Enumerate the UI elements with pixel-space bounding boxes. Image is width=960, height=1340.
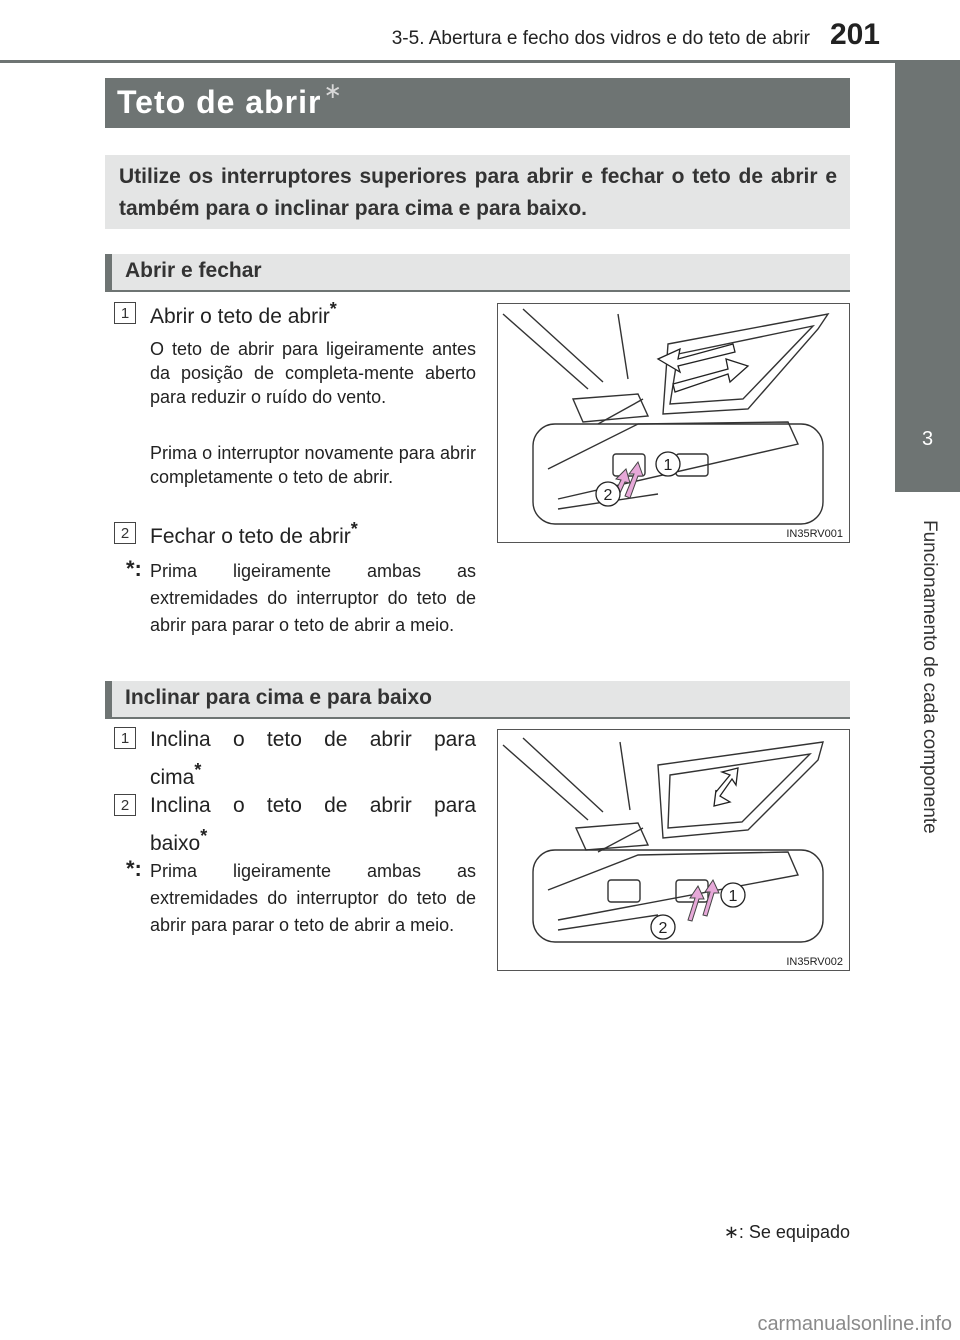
paragraph: Prima o interruptor novamente para abrir completamente o teto de abrir. [150, 443, 476, 487]
page-number: 201 [829, 18, 880, 51]
heading-text: Teto de abrir [117, 84, 322, 120]
subheading-text: Inclinar para cima e para baixo [125, 686, 432, 709]
footnote: ∗: Se equipado [723, 1222, 850, 1242]
item-number: 1 [114, 727, 136, 749]
page-header [0, 0, 960, 64]
note-mark: *: [126, 556, 142, 581]
illustration-open-close [497, 303, 850, 543]
subheading-text: Abrir e fechar [125, 259, 262, 282]
item-title [150, 791, 476, 859]
note-mark: *: [126, 856, 142, 881]
star-mark: * [350, 519, 358, 539]
intro-box [105, 155, 850, 229]
section-title: 3-5. Abertura e fecho dos vidros e do teto de abrir [391, 28, 810, 49]
figure-code: IN35RV001 [786, 528, 843, 540]
note-text: Prima ligeiramente ambas as extremidades do interruptor do teto de abrir para parar o teto de abrir a meio. [150, 861, 476, 935]
page-heading [117, 78, 343, 121]
illustration-tilt [497, 729, 850, 971]
chapter-number: 3 [921, 428, 934, 450]
item-title-text: Abrir o teto de abrir [150, 305, 330, 328]
figure-code: IN35RV002 [786, 956, 843, 968]
callout-2: 2 [603, 487, 613, 504]
star-mark: * [329, 299, 337, 319]
paragraph: O teto de abrir para ligeiramente antes da posição de completa-mente aberto para reduzir o ruído do vento. [150, 339, 476, 407]
header-rule [0, 60, 960, 63]
item-title-text: Fechar o teto de abrir [150, 525, 351, 548]
item-number: 1 [114, 302, 136, 324]
note-text: Prima ligeiramente ambas as extremidades do interruptor do teto de abrir para parar o teto de abrir a meio. [150, 561, 476, 635]
chapter-label-container [898, 520, 958, 880]
callout-1: 1 [663, 457, 673, 474]
sunroof-tilt-drawing [498, 730, 848, 968]
item-title [150, 725, 476, 793]
item-title [150, 519, 358, 549]
callout-1: 1 [728, 888, 738, 905]
callout-2: 2 [658, 920, 668, 937]
item-number: 2 [114, 522, 136, 544]
item-title [150, 299, 337, 329]
optional-mark: ∗ [323, 78, 343, 103]
chapter-label: Funcionamento de cada componente [919, 520, 940, 834]
star-mark: * [200, 826, 208, 846]
sunroof-switch-drawing [498, 304, 848, 540]
subheading-open-close [105, 254, 850, 292]
item-number: 2 [114, 794, 136, 816]
intro-text: Utilize os interruptores superiores para abrir e fechar o teto de abrir e também para o inclinar para cima e para baixo. [119, 165, 837, 220]
title-bar [105, 78, 850, 128]
item-title-text: Inclina o teto de abrir para baixo [150, 794, 476, 855]
subheading-tilt [105, 681, 850, 719]
watermark: carmanualsonline.info [757, 1313, 952, 1335]
item-title-text: Inclina o teto de abrir para cima [150, 728, 476, 789]
star-mark: * [194, 760, 202, 780]
